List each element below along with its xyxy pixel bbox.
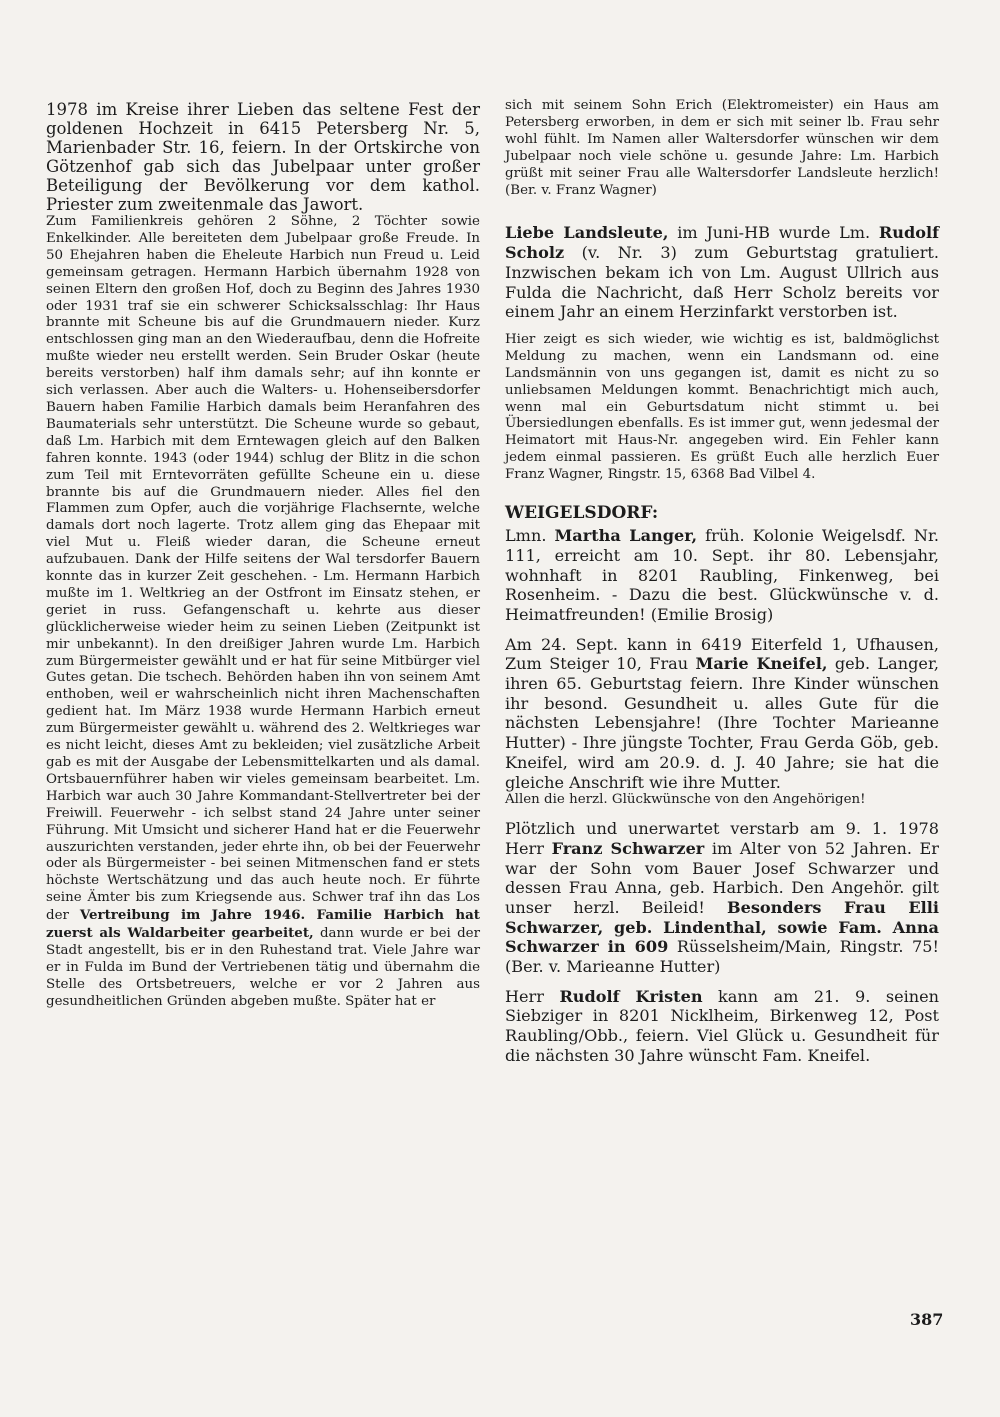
obituary-text-b: im Alter von 52 Jahren. Er war der Sohn vom Bauer Josef Schwarzer und dessen Frau Anna, geb. Harbich. Den Angehör. gilt unser herzl. Beileid! [505,838,939,917]
notice-langer-text-b: früh. Kolonie Weigelsdf. Nr. 111, erreicht am 10. Sept. ihr 80. Lebensjahr, wohnhaft in 8201 Raubling, Finkenweg, bei Rosenheim. - Dazu die best. Glückwünsche v. d. Heimatfreunden! (Emilie Brosig) [505,526,939,624]
notice-kneifel [505,635,939,793]
notice-kneifel-wishes: Allen die herzl. Glückwünsche von den Angehörigen! [505,792,866,808]
notice-kristen [505,987,939,1066]
obituary-text-a: Plötzlich und unerwartet verstarb am 9. 1. 1978 Herr [505,819,939,858]
notice-kristen-text-a: Herr [505,986,560,1006]
notice-scholz-name: Rudolf Scholz [505,223,939,263]
section-heading-weigelsdorf: WEIGELSDORF: [505,503,659,524]
reminder-paragraph: Hier zeigt es sich wieder, wie wichtig es ist, baldmöglichst Meldung zu machen, wenn ein Landsmann od. eine Landsmännin von uns gegangen ist, damit es nicht zu so unliebsamen Meldungen kommt. Benachrichtigt mich auch, wenn mal ein Geburtsdatum nicht stimmt u. bei Übersiedlungen ebenfalls. Es ist immer gut, wenn jedesmal der Heimatort mit Haus-Nr. angegeben wird. Ein Fehler kann jedem einmal passieren. Es grüßt Euch alle herzlich Euer Franz Wagner, Ringstr. 15, 6368 Bad Vilbel 4. [505,331,939,483]
notice-langer [505,526,939,625]
notice-scholz-text-a: im Juni-HB wurde Lm. [668,223,879,243]
notice-langer-name: Martha Langer, [554,526,698,546]
anniversary-body [46,214,480,1011]
notice-kneifel-text-b: geb. Langer, ihren 65. Geburtstag feiern. Ihre Kinder wünschen ihr besond. Gesundheit u. alles Gute für die nächsten Lebensjahre! (Ihre Tochter Marieanne Hutter) - Ihre jüngste Tochter, Frau Gerda Göb, geb. Kneifel, wird am 20.9. d. J. 40 Jahre; sie hat die gleiche Anschrift wie ihre Mutter. [505,654,939,792]
notice-kneifel-text-a: Am 24. Sept. kann in 6419 Eiterfeld 1, Ufhausen, Zum Steiger 10, Frau [505,634,939,674]
anniversary-continuation: sich mit seinem Sohn Erich (Elektromeister) ein Haus am Petersberg erworben, in dem er sich mit seiner lb. Frau sehr wohl fühlt. Im Namen aller Waltersdorfer wünschen wir dem Jubelpaar noch viele schöne u. gesunde Jahre: Lm. Harbich grüßt mit seiner Frau alle Waltersdorfer Landsleute herzlich! (Ber. v. Franz Wagner) [505,98,939,198]
anniversary-body-bold: Vertreibung im Jahre 1946. Familie Harbich hat zuerst als Waldarbeiter gearbeitet, [46,907,480,942]
obituary-bold-address: Besonders Frau Elli Schwarzer, geb. Lindenthal, sowie Fam. Anna Schwarzer in 609 [505,897,940,957]
anniversary-body-text: Zum Familienkreis gehören 2 Söhne, 2 Töchter sowie Enkelkinder. Alle bereiteten dem Jubelpaar große Freude. In 50 Ehejahren haben die Eheleute Harbich nun Freud u. Leid gemeinsam getragen. Hermann Harbich übernahm 1928 von seinen Eltern den großen Hof, doch zu Beginn des Jahres 1930 oder 1931 traf sie ein schwerer Schicksalsschlag: Ihr Haus brannte mit Scheune bis auf die Grundmauern nieder. Kurz entschlossen ging man an den Wiederaufbau, denn die Hofreite mußte wieder neu erstellt werden. Sein Bruder Oskar (heute bereits verstorben) half ihm damals sehr; auf ihn konnte er sich verlassen. Aber auch die Walters- u. Hohenseibersdorfer Bauern haben Familie Harbich damals beim Heranfahren des Baumaterials sehr unterstützt. Die Scheune wurde so gebaut, daß Lm. Harbich mit dem Erntewagen gleich auf den Balken fahren konnte. 1943 (oder 1944) schlug der Blitz in die schon zum Teil mit Erntevorräten gefüllte Scheune ein u. diese brannte bis auf die Grundmauern nieder. Alles fiel den Flammen zum Opfer, auch die vorjährige Flachsernte, welche damals dort noch lagerte. Trotz allem ging das Ehepaar mit viel Mut u. Fleiß wieder daran, die Scheune erneut aufzubauen. Dank der Hilfe seitens der Wal tersdorfer Bauern konnte das in kurzer Zeit geschehen. - Lm. Hermann Harbich mußte im 1. Weltkrieg an der Ostfront im Einsatz stehen, er geriet in russ. Gefangenschaft u. kehrte aus dieser glücklicherweise wieder heim zu seinen Lieben (Zeitpunkt ist mir unbekannt). In den dreißiger Jahren wurde Lm. Harbich zum Bürgermeister gewählt und er hat für seine Mitbürger viel Gutes getan. Die tschech. Behörden haben ihn von seinem Amt enthoben, weil er wahrscheinlich nicht ihren Machenschaften gedient hat. Im März 1938 wurde Hermann Harbich erneut zum Bürgermeister gewählt u. während des 2. Weltkrieges war es nicht leicht, dieses Amt zu bekleiden; viel zusätzliche Arbeit gab es mit der Ausgabe der Lebensmittelkarten und als damal. Ortsbauernführer haben wir vieles gemeinsam bearbeitet. Lm. Harbich war auch 30 Jahre Kommandant-Stellvertreter bei der Freiwill. Feuerwehr - ich selbst stand 24 Jahre unter seiner Führung. Mit Umsicht und sicherer Hand hat er die Feuerwehr auszurichten verstanden, jeder ehrte ihn, ob bei der Feuerwehr oder als Bürgermeister - bei seinen Mitmenschen fand er stets höchste Wertschätzung und das auch heute noch. Er führte seine Ämter bis zum Kriegsende aus. Schwer traf ihn das Los der [46,214,480,924]
anniversary-intro: 1978 im Kreise ihrer Lieben das seltene Fest der goldenen Hochzeit in 6415 Petersberg Nr. 5, Marienbader Str. 16, feiern. In der Ortskirche von Götzenhof gab sich das Jubelpaar unter großer Beteiligung der Bevölkerung vor dem kathol. Priester zum zweitenmale das Jawort. [46,100,480,214]
anniversary-body-end: dann wurde er bei der Stadt angestellt, bis er in den Ruhestand trat. Viele Jahre war er in Fulda im Bund der Vertriebenen tätig und übernahm die Stelle des Ortsbetreuers, welche er vor 2 Jahren aus gesundheitlichen Gründen abgeben mußte. Später hat er [46,926,480,1009]
notice-scholz-text-b: (v. Nr. 3) zum Geburtstag gratuliert. Inzwischen bekam ich von Lm. August Ullrich aus Fulda die Nachricht, daß Herr Scholz bereits vor einem Jahr an einem Herzinfarkt verstorben ist. [505,243,939,322]
obituary-schwarzer [505,819,939,977]
notice-kneifel-name: Marie Kneifel, [695,654,828,674]
page-number: 387 [910,1310,944,1329]
notice-kristen-text-b: kann am 21. 9. seinen Siebziger in 8201 Nicklheim, Birkenweg 12, Post Raubling/Obb., feiern. Viel Glück u. Gesundheit für die nächsten 30 Jahre wünscht Fam. Kneifel. [505,986,940,1065]
obituary-text-c: Rüsselsheim/Main, Ringstr. 75! (Ber. v. Marieanne Hutter) [505,937,939,977]
obituary-name: Franz Schwarzer [551,838,705,858]
notice-scholz [505,223,939,322]
notice-scholz-greeting: Liebe Landsleute, [505,223,669,243]
notice-kristen-name: Rudolf Kristen [559,986,703,1006]
left-column [46,100,480,1011]
notice-langer-text-a: Lmn. [505,526,555,546]
right-column [505,98,939,1066]
